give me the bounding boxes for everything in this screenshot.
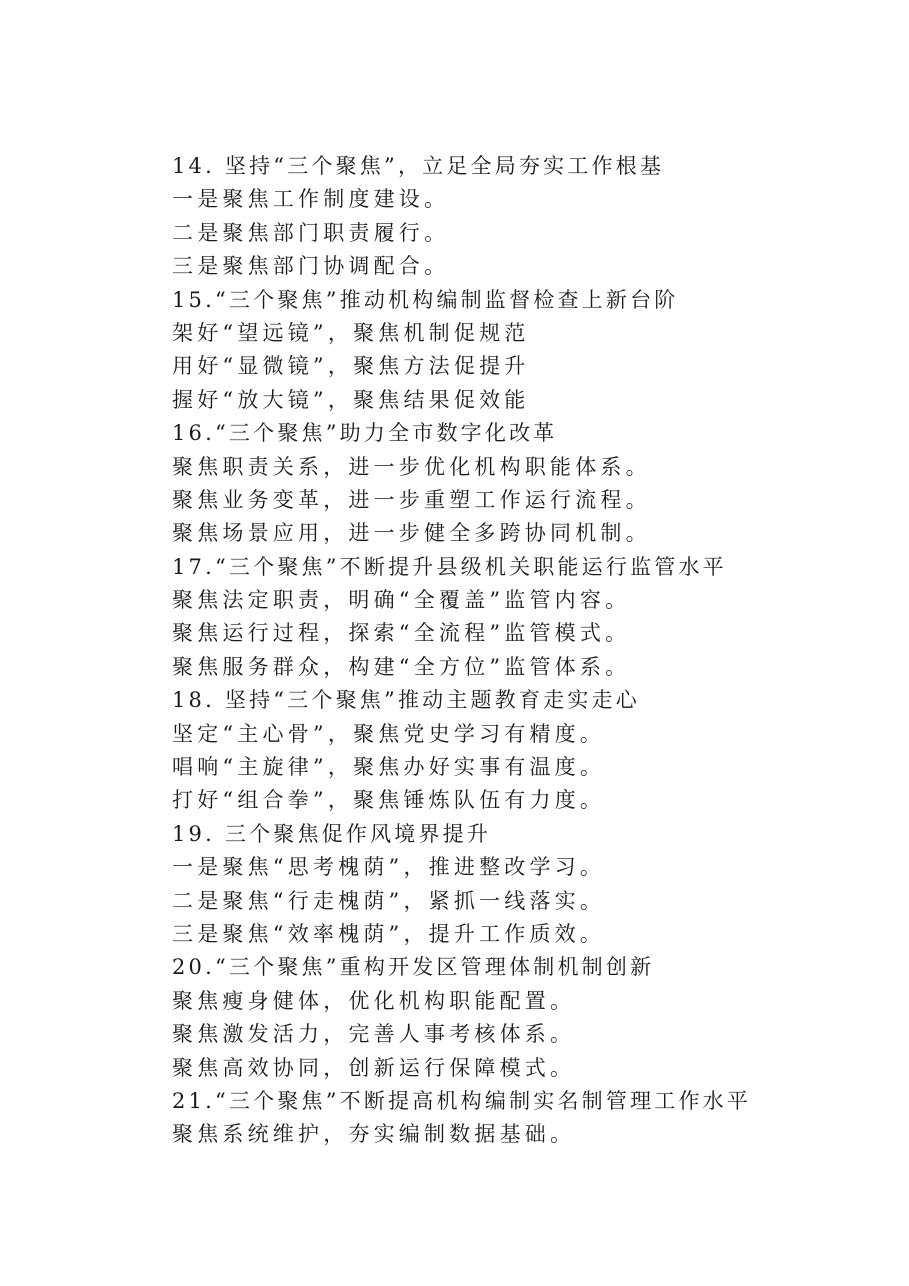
body-line: 聚焦职责关系，进一步优化机构职能体系。 xyxy=(172,454,651,479)
body-line: 二是聚焦“行走槐荫”，紧抓一线落实。 xyxy=(172,888,606,913)
section-heading-20: 20.“三个聚焦”重构开发区管理体制机制创新 xyxy=(172,955,655,980)
body-line: 打好“组合拳”，聚焦锤炼队伍有力度。 xyxy=(172,788,606,813)
section-heading-18: 18. 坚持“三个聚焦”推动主题教育走实走心 xyxy=(172,688,640,713)
body-line: 聚焦业务变革，进一步重塑工作运行流程。 xyxy=(172,487,651,512)
section-heading-19: 19. 三个聚焦促作风境界提升 xyxy=(172,821,492,846)
body-line: 聚焦高效协同，创新运行保障模式。 xyxy=(172,1055,576,1080)
section-heading-21: 21.“三个聚焦”不断提高机构编制实名制管理工作水平 xyxy=(172,1088,752,1113)
section-heading-14: 14. 坚持“三个聚焦”，立足全局夯实工作根基 xyxy=(172,154,665,178)
body-line: 用好“显微镜”，聚焦方法促提升 xyxy=(172,354,530,379)
body-line: 唱响“主旋律”，聚焦办好实事有温度。 xyxy=(172,755,606,780)
body-line: 聚焦激发活力，完善人事考核体系。 xyxy=(172,1022,576,1047)
body-line: 二是聚焦部门职责履行。 xyxy=(172,220,450,245)
body-line: 聚焦瘦身健体，优化机构职能配置。 xyxy=(172,988,576,1013)
body-line: 三是聚焦“效率槐荫”，提升工作质效。 xyxy=(172,921,606,946)
body-line: 三是聚焦部门协调配合。 xyxy=(172,254,450,279)
body-line: 一是聚焦“思考槐荫”，推进整改学习。 xyxy=(172,855,606,880)
body-line: 坚定“主心骨”，聚焦党史学习有精度。 xyxy=(172,721,606,746)
body-line: 聚焦法定职责，明确“全覆盖”监管内容。 xyxy=(172,588,631,613)
section-heading-15: 15.“三个聚焦”推动机构编制监督检查上新台阶 xyxy=(172,287,679,312)
body-line: 聚焦系统维护，夯实编制数据基础。 xyxy=(172,1122,576,1147)
body-line: 握好“放大镜”，聚焦结果促效能 xyxy=(172,387,530,412)
body-line: 聚焦场景应用，进一步健全多跨协同机制。 xyxy=(172,521,651,546)
document-body xyxy=(172,150,872,1152)
body-line: 聚焦服务群众，构建“全方位”监管体系。 xyxy=(172,654,631,679)
body-line: 架好“望远镜”，聚焦机制促规范 xyxy=(172,320,530,345)
section-heading-16: 16.“三个聚焦”助力全市数字化改革 xyxy=(172,421,558,446)
body-line: 一是聚焦工作制度建设。 xyxy=(172,187,450,212)
section-heading-17: 17.“三个聚焦”不断提升县级机关职能运行监管水平 xyxy=(172,554,727,579)
body-line: 聚焦运行过程，探索“全流程”监管模式。 xyxy=(172,621,631,646)
